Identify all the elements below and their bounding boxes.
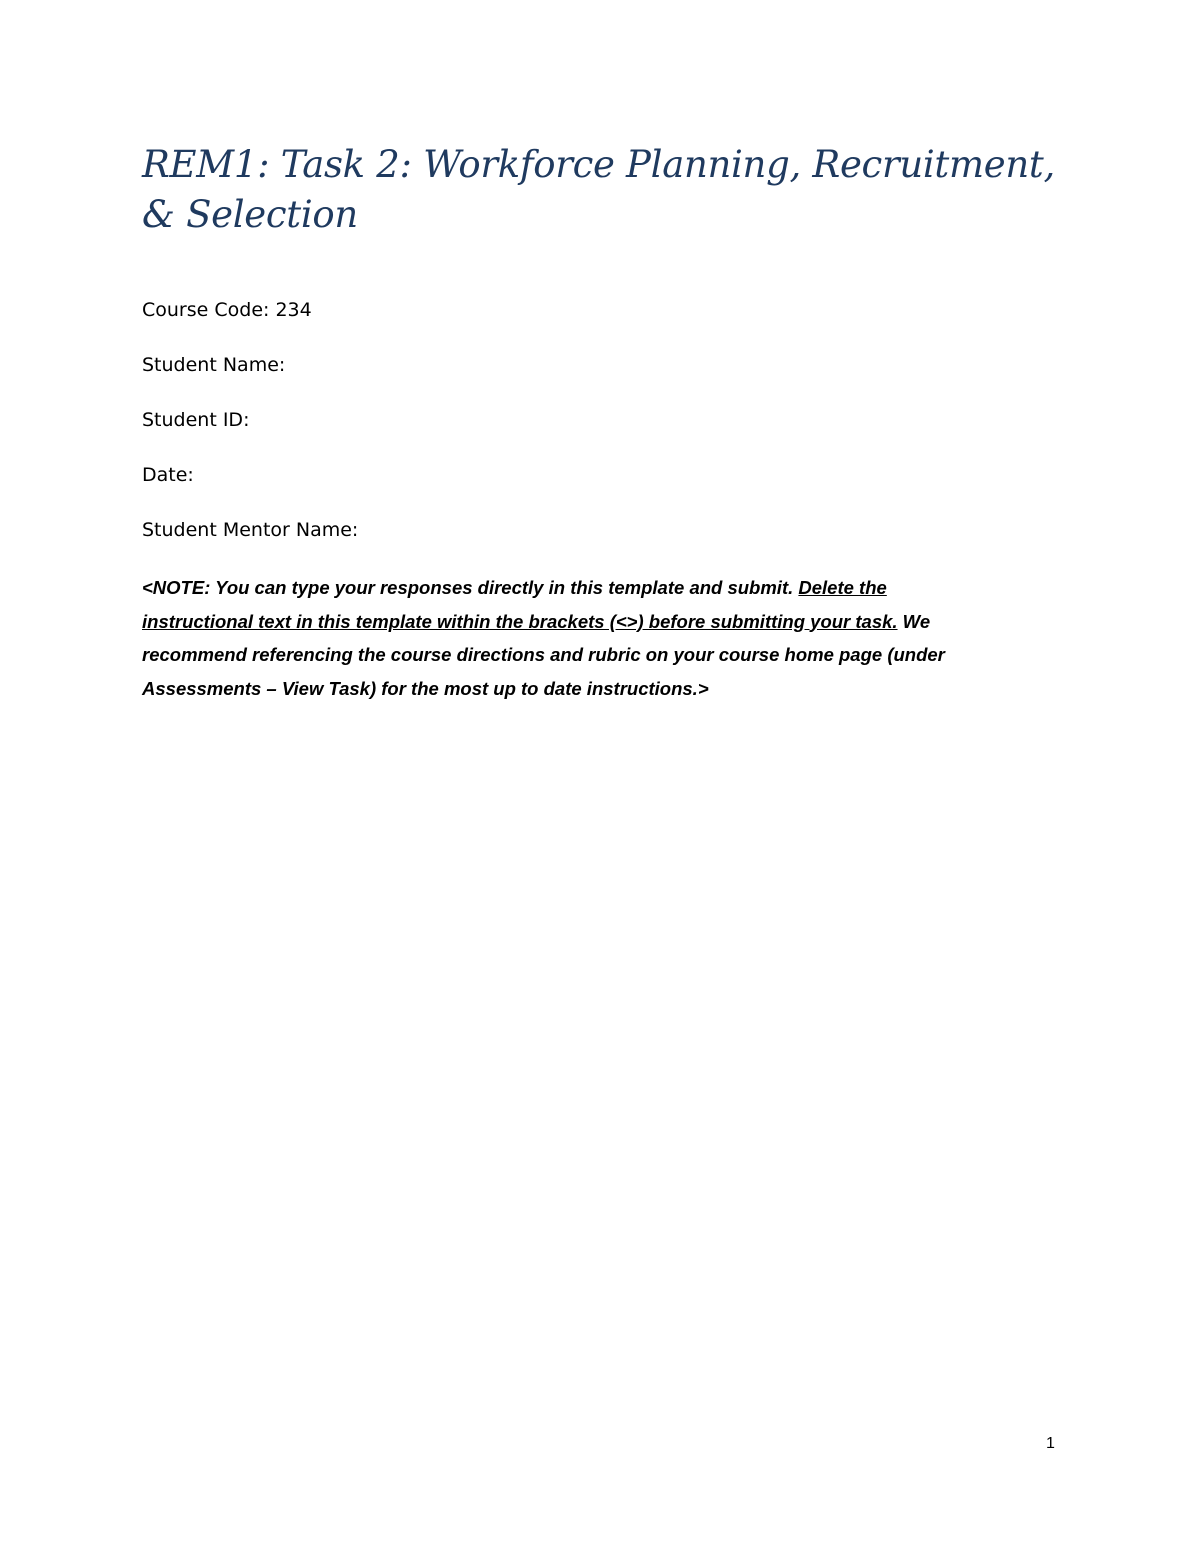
title-line-2: & Selection bbox=[142, 193, 358, 236]
page-number: 1 bbox=[1046, 1435, 1055, 1452]
student-mentor-name-field: Student Mentor Name: bbox=[142, 519, 359, 541]
note-line-2 bbox=[142, 605, 1062, 639]
date-field: Date: bbox=[142, 464, 194, 486]
student-id-field: Student ID: bbox=[142, 409, 250, 431]
note-line-3: recommend referencing the course directions and rubric on your course home page (under bbox=[142, 644, 945, 665]
note-line-1-text: <NOTE: You can type your responses directly in this template and submit. bbox=[142, 577, 799, 598]
note-line-2-text: We bbox=[897, 610, 931, 632]
course-code-field: Course Code: 234 bbox=[142, 299, 312, 321]
instruction-note bbox=[142, 571, 1062, 705]
note-line-1 bbox=[142, 571, 1062, 605]
document-title bbox=[142, 140, 1102, 240]
note-line-1-underlined: Delete the bbox=[798, 577, 887, 598]
student-name-field: Student Name: bbox=[142, 354, 286, 376]
note-line-2-underlined: instructional text in this template within the brackets (<>) before submitting your task. bbox=[142, 610, 898, 632]
note-line-4: Assessments – View Task) for the most up to date instructions.> bbox=[142, 677, 709, 699]
title-line-1: REM1: Task 2: Workforce Planning, Recruitment, bbox=[142, 143, 1055, 186]
